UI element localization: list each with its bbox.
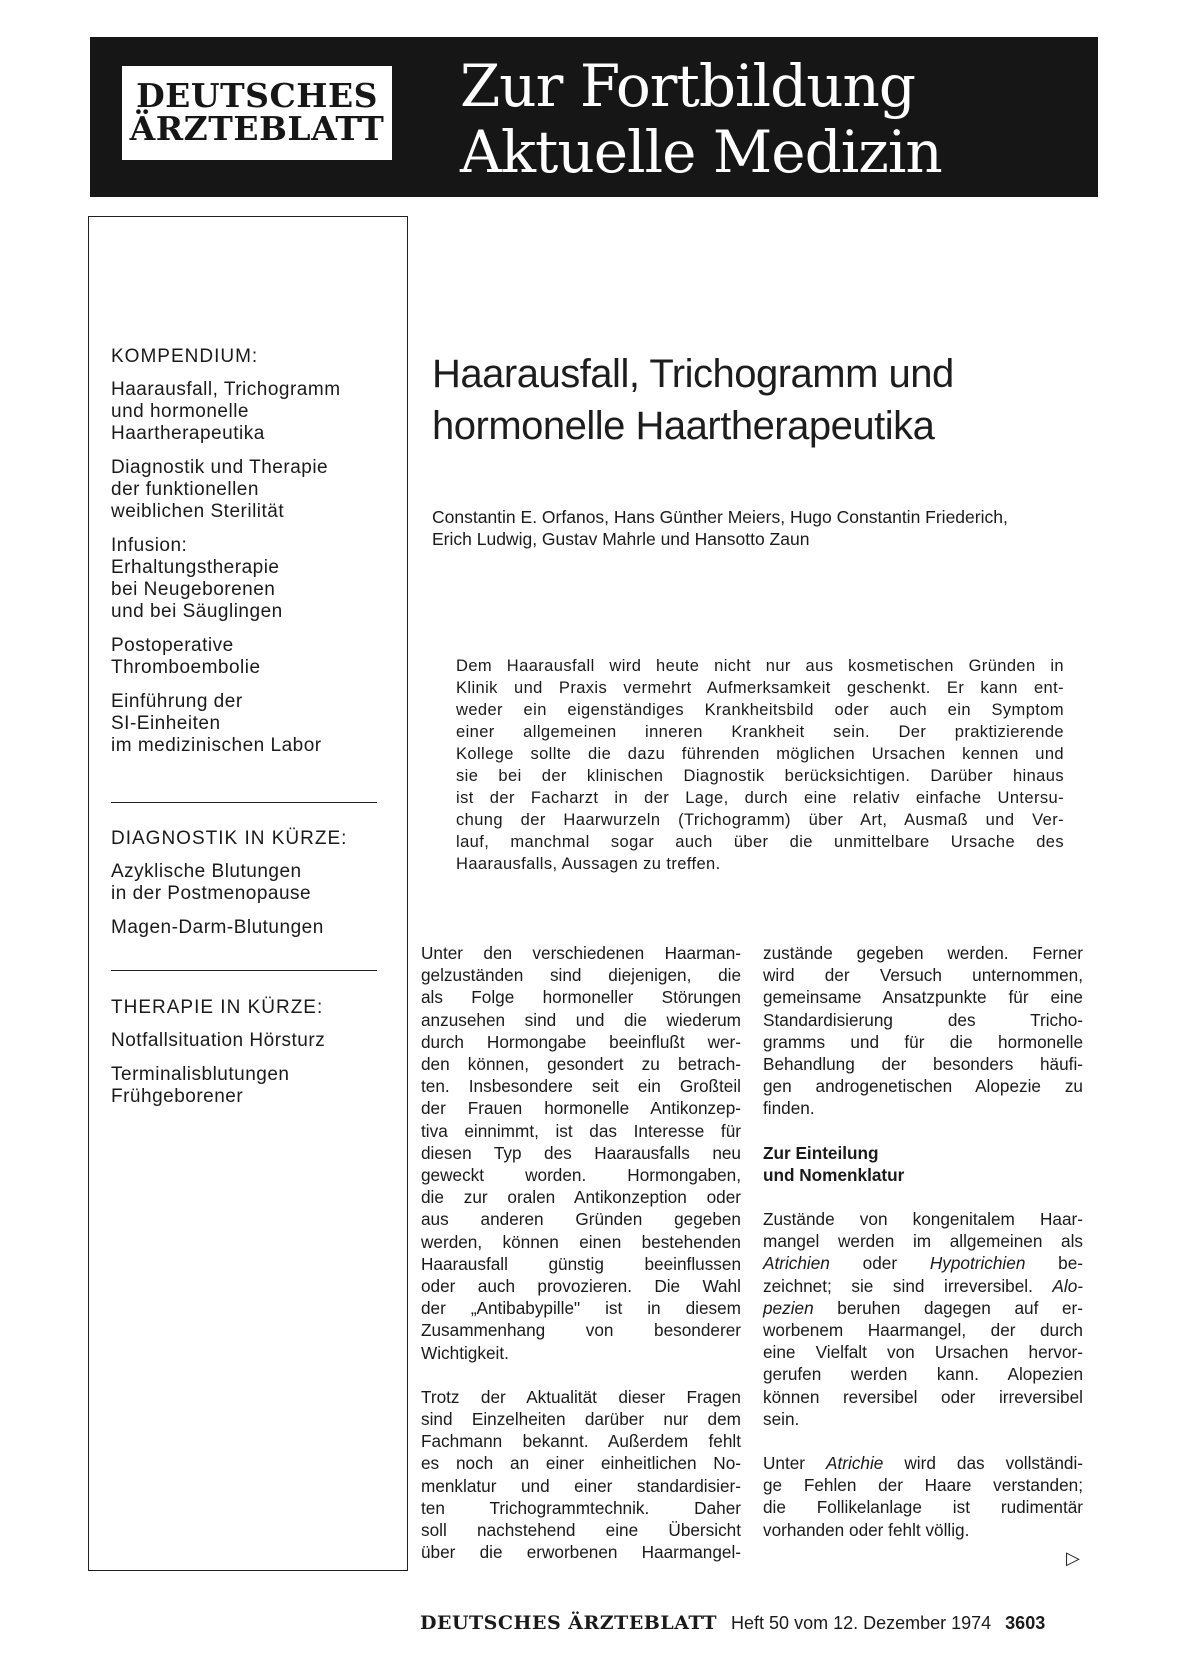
body-line: diesen Typ des Haarausfalls neu <box>421 1142 741 1163</box>
body-line: sein. <box>763 1408 800 1429</box>
body-line: können reversibel oder irreversibel <box>763 1386 1083 1407</box>
body-line: gemeinsame Ansatzpunkte für eine <box>763 987 1083 1008</box>
paragraph <box>763 1452 1083 1541</box>
paragraph <box>421 1386 741 1564</box>
body-line: oder auch provozieren. Die Wahl <box>421 1276 741 1297</box>
item-line: Haartherapeutika <box>111 423 265 444</box>
body-line: gen androgenetischen Alopezie zu <box>763 1076 1083 1097</box>
term-italic: Atrichie <box>826 1453 884 1474</box>
logo-line-1: DEUTSCHES <box>136 76 378 115</box>
subsection-heading <box>763 1142 1083 1186</box>
text-run: beruhen dagegen auf er- <box>813 1297 1083 1318</box>
footer-journal: DEUTSCHES ÄRZTEBLATT <box>420 1612 718 1634</box>
body-line: werden, können einen bestehenden <box>421 1231 741 1252</box>
body-line: Standardisierung des Tricho- <box>763 1009 1083 1030</box>
text-run: oder <box>829 1253 930 1274</box>
body-line: Haarausfall günstig beeinflussen <box>421 1253 741 1274</box>
diagnostik-heading: DIAGNOSTIK IN KÜRZE: <box>111 828 348 849</box>
body-line: Wichtigkeit. <box>421 1342 509 1363</box>
abstract-line: chung der Haarwurzeln (Trichogramm) über Art, Ausmaß und Ver- <box>456 811 1064 829</box>
body-line: als Folge hormoneller Störungen <box>421 987 741 1008</box>
continue-arrow-icon: ▷ <box>1066 1548 1080 1568</box>
article-abstract <box>456 655 1064 875</box>
body-line: es noch an einer einheitlichen No- <box>421 1453 741 1474</box>
body-column-1 <box>421 942 741 1585</box>
term-italic: Alo- <box>1052 1275 1083 1296</box>
body-line: Unter den verschiedenen Haarman- <box>421 943 741 963</box>
item-line: im medizinischen Labor <box>111 735 322 756</box>
body-line: menklatur und einer standardisier- <box>421 1475 741 1496</box>
body-line <box>763 1252 1083 1274</box>
body-column-2 <box>763 942 1083 1563</box>
term-italic: Hypotrichien <box>929 1253 1026 1274</box>
item-line: bei Neugeborenen <box>111 579 276 600</box>
item-line: Thromboembolie <box>111 657 261 678</box>
text-run: be- <box>1025 1253 1083 1274</box>
item-line: Haarausfall, Trichogramm <box>111 379 341 400</box>
kompendium-item <box>111 691 391 757</box>
sidebar-divider <box>111 970 377 971</box>
journal-logo <box>122 66 392 160</box>
body-line: Zustände von kongenitalem Haar- <box>763 1209 1083 1230</box>
abstract-line: weder ein eigenständiges Krankheitsbild oder auch ein Symptom <box>456 701 1064 719</box>
item-line: Azyklische Blutungen <box>111 861 302 882</box>
body-line <box>763 1275 1083 1297</box>
body-line: der „Antibabypille" ist in diesem <box>421 1298 741 1319</box>
text-run: wird das vollständi- <box>883 1453 1083 1474</box>
footer-issue: Heft 50 vom 12. Dezember 1974 <box>731 1613 992 1633</box>
body-line: ten Trichogrammtechnik. Daher <box>421 1497 741 1518</box>
therapie-section <box>111 996 391 1120</box>
body-line: Trotz der Aktualität dieser Fragen <box>421 1386 741 1407</box>
item-line: SI-Einheiten <box>111 713 221 734</box>
paragraph <box>763 1208 1083 1430</box>
section-title <box>460 53 942 185</box>
abstract-line: Kollege sollte die dazu führenden möglichen Ursachen kennen und <box>456 745 1064 763</box>
body-line: den können, gesondert zu betrach- <box>421 1054 741 1075</box>
body-line: Behandlung der besonders häufi- <box>763 1054 1083 1075</box>
heading-line: und Nomenklatur <box>763 1164 905 1185</box>
abstract-line: sie bei der klinischen Diagnostik berücksichtigen. Darüber hinaus <box>456 767 1064 785</box>
article-title <box>432 348 954 452</box>
kompendium-item <box>111 535 391 623</box>
article-authors <box>432 506 1008 550</box>
item-line: und hormonelle <box>111 401 249 422</box>
diagnostik-section <box>111 827 391 951</box>
body-line: Fachmann bekannt. Außerdem fehlt <box>421 1431 741 1452</box>
item-line: in der Postmenopause <box>111 883 312 904</box>
text-run: Unter <box>763 1453 827 1474</box>
abstract-line: einer allgemeinen inneren Krankheit sein. Der praktizierende <box>456 723 1064 741</box>
body-line: geweckt worden. Hormongaben, <box>421 1165 741 1186</box>
body-line: anzusehen sind und die wiederum <box>421 1009 741 1030</box>
body-line: mangel werden im allgemeinen als <box>763 1231 1083 1252</box>
therapie-item <box>111 1030 391 1052</box>
body-line: gelzuständen sind diejenigen, die <box>421 965 741 986</box>
paragraph <box>763 942 1083 1120</box>
authors-line: Erich Ludwig, Gustav Mahrle und Hansotto Zaun <box>432 529 810 549</box>
item-line: Magen-Darm-Blutungen <box>111 917 324 938</box>
paragraph <box>421 942 741 1364</box>
item-line: Frühgeborener <box>111 1086 244 1107</box>
body-line <box>763 1452 1083 1474</box>
item-line: Terminalisblutungen <box>111 1064 290 1085</box>
item-line: und bei Säuglingen <box>111 601 283 622</box>
body-line: wird der Versuch unternommen, <box>763 965 1083 986</box>
body-line: ten. Insbesondere seit ein Großteil <box>421 1076 741 1097</box>
term-italic: pezien <box>763 1297 814 1318</box>
body-line: der Frauen hormonelle Antikonzep- <box>421 1098 741 1119</box>
body-line: tiva einnimmt, ist das Interesse für <box>421 1120 741 1141</box>
body-line: gerufen werden kann. Alopezien <box>763 1364 1083 1385</box>
therapie-heading: THERAPIE IN KÜRZE: <box>111 997 324 1018</box>
title-line-2: hormonelle Haartherapeutika <box>432 404 935 448</box>
body-line: soll nachstehend eine Übersicht <box>421 1520 741 1541</box>
body-line: sind Einzelheiten darüber nur dem <box>421 1409 741 1430</box>
abstract-line: ist der Facharzt in der Lage, durch eine relativ einfache Untersu- <box>456 789 1064 807</box>
text-run: zeichnet; sie sind irreversibel. <box>763 1275 1053 1296</box>
item-line: weiblichen Sterilität <box>111 501 285 522</box>
page-footer <box>420 1612 1045 1634</box>
body-line: die Follikelanlage ist rudimentär <box>763 1497 1083 1518</box>
therapie-item <box>111 1064 391 1108</box>
item-line: Erhaltungstherapie <box>111 557 280 578</box>
abstract-line: Dem Haarausfall wird heute nicht nur aus kosmetischen Gründen in <box>456 657 1064 675</box>
abstract-line: Klinik und Praxis vermehrt Aufmerksamkeit geschenkt. Er kann ent- <box>456 679 1064 697</box>
section-title-line-1: Zur Fortbildung <box>460 52 916 120</box>
body-line: finden. <box>763 1098 815 1119</box>
body-line: Zusammenhang von besonderer <box>421 1320 741 1341</box>
item-line: Einführung der <box>111 691 243 712</box>
item-line: Infusion: <box>111 535 188 556</box>
masthead-banner <box>90 37 1098 197</box>
body-line: gramms und für die hormonelle <box>763 1031 1083 1052</box>
title-line-1: Haarausfall, Trichogramm und <box>432 352 954 396</box>
abstract-line: lauf, manchmal sogar auch über die unmittelbare Ursache des <box>456 833 1064 851</box>
body-line: durch Hormongabe beeinflußt wer- <box>421 1031 741 1052</box>
authors-line: Constantin E. Orfanos, Hans Günther Meiers, Hugo Constantin Friederich, <box>432 507 1008 527</box>
body-line: ge Fehlen der Haare verstanden; <box>763 1475 1083 1496</box>
kompendium-section <box>111 345 391 769</box>
body-line: vorhanden oder fehlt völlig. <box>763 1519 970 1540</box>
diagnostik-item <box>111 861 391 905</box>
kompendium-item <box>111 379 391 445</box>
body-line: aus anderen Gründen gegeben <box>421 1209 741 1230</box>
body-line: über die erworbenen Haarmangel- <box>421 1542 741 1563</box>
item-line: Diagnostik und Therapie <box>111 457 329 478</box>
term-italic: Atrichien <box>763 1253 830 1274</box>
item-line: Postoperative <box>111 635 234 656</box>
heading-line: Zur Einteilung <box>763 1142 879 1163</box>
diagnostik-item <box>111 917 391 939</box>
body-line <box>763 1297 1083 1319</box>
body-line: worbenem Haarmangel, der durch <box>763 1320 1083 1341</box>
kompendium-heading: KOMPENDIUM: <box>111 346 259 367</box>
section-title-line-2: Aktuelle Medizin <box>460 118 942 186</box>
body-line: die zur oralen Antikonzeption oder <box>421 1187 741 1208</box>
abstract-line: Haarausfalls, Aussagen zu treffen. <box>456 855 721 873</box>
sidebar-divider <box>111 802 377 803</box>
contents-sidebar <box>88 216 408 1571</box>
item-line: Notfallsituation Hörsturz <box>111 1030 326 1051</box>
item-line: der funktionellen <box>111 479 259 500</box>
kompendium-item <box>111 457 391 523</box>
body-line: eine Vielfalt von Ursachen hervor- <box>763 1342 1083 1363</box>
logo-line-2: ÄRZTEBLATT <box>129 109 385 148</box>
page-number: 3603 <box>1005 1613 1046 1633</box>
kompendium-item <box>111 635 391 679</box>
body-line: zustände gegeben werden. Ferner <box>763 943 1083 963</box>
